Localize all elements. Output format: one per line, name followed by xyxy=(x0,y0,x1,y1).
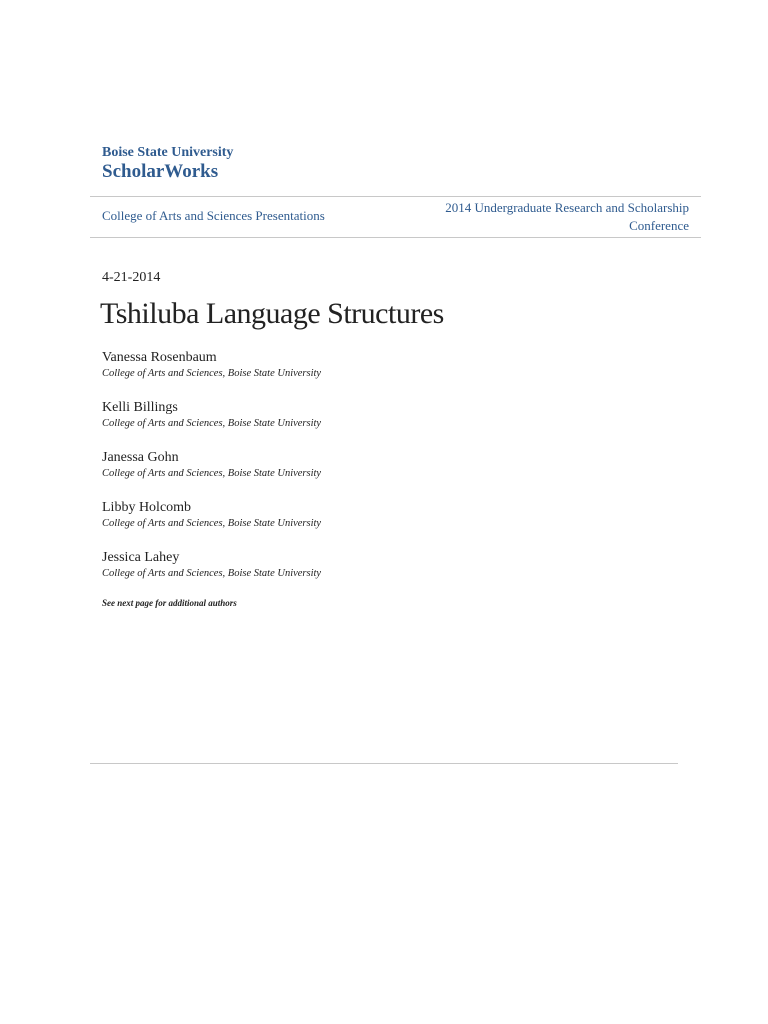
institution-name-link[interactable]: Boise State University xyxy=(102,145,234,160)
publication-date: 4-21-2014 xyxy=(102,270,161,285)
author-list xyxy=(102,349,602,599)
author-affiliation: College of Arts and Sciences, Boise State University xyxy=(102,418,322,429)
document-title: Tshiluba Language Structures xyxy=(100,297,444,330)
repository-name-link[interactable]: ScholarWorks xyxy=(102,161,219,182)
additional-authors-note: See next page for additional authors xyxy=(102,598,237,608)
author-affiliation: College of Arts and Sciences, Boise State University xyxy=(102,568,322,579)
author-entry xyxy=(102,349,602,399)
series-link-conference[interactable]: 2014 Undergraduate Research and Scholarship Conference xyxy=(445,200,689,233)
author-affiliation: College of Arts and Sciences, Boise State University xyxy=(102,468,322,479)
author-name: Jessica Lahey xyxy=(102,550,180,565)
author-name: Vanessa Rosenbaum xyxy=(102,350,217,365)
author-name: Kelli Billings xyxy=(102,400,178,415)
author-entry xyxy=(102,549,602,599)
author-name: Janessa Gohn xyxy=(102,450,179,465)
author-entry xyxy=(102,399,602,449)
author-entry xyxy=(102,449,602,499)
author-entry xyxy=(102,499,602,549)
author-name: Libby Holcomb xyxy=(102,500,192,515)
series-link-presentations[interactable]: College of Arts and Sciences Presentations xyxy=(102,208,325,223)
author-affiliation: College of Arts and Sciences, Boise State University xyxy=(102,368,322,379)
institution-header xyxy=(102,145,233,183)
series-bar xyxy=(90,196,701,238)
author-affiliation: College of Arts and Sciences, Boise State University xyxy=(102,518,322,529)
footer-divider xyxy=(90,763,678,764)
